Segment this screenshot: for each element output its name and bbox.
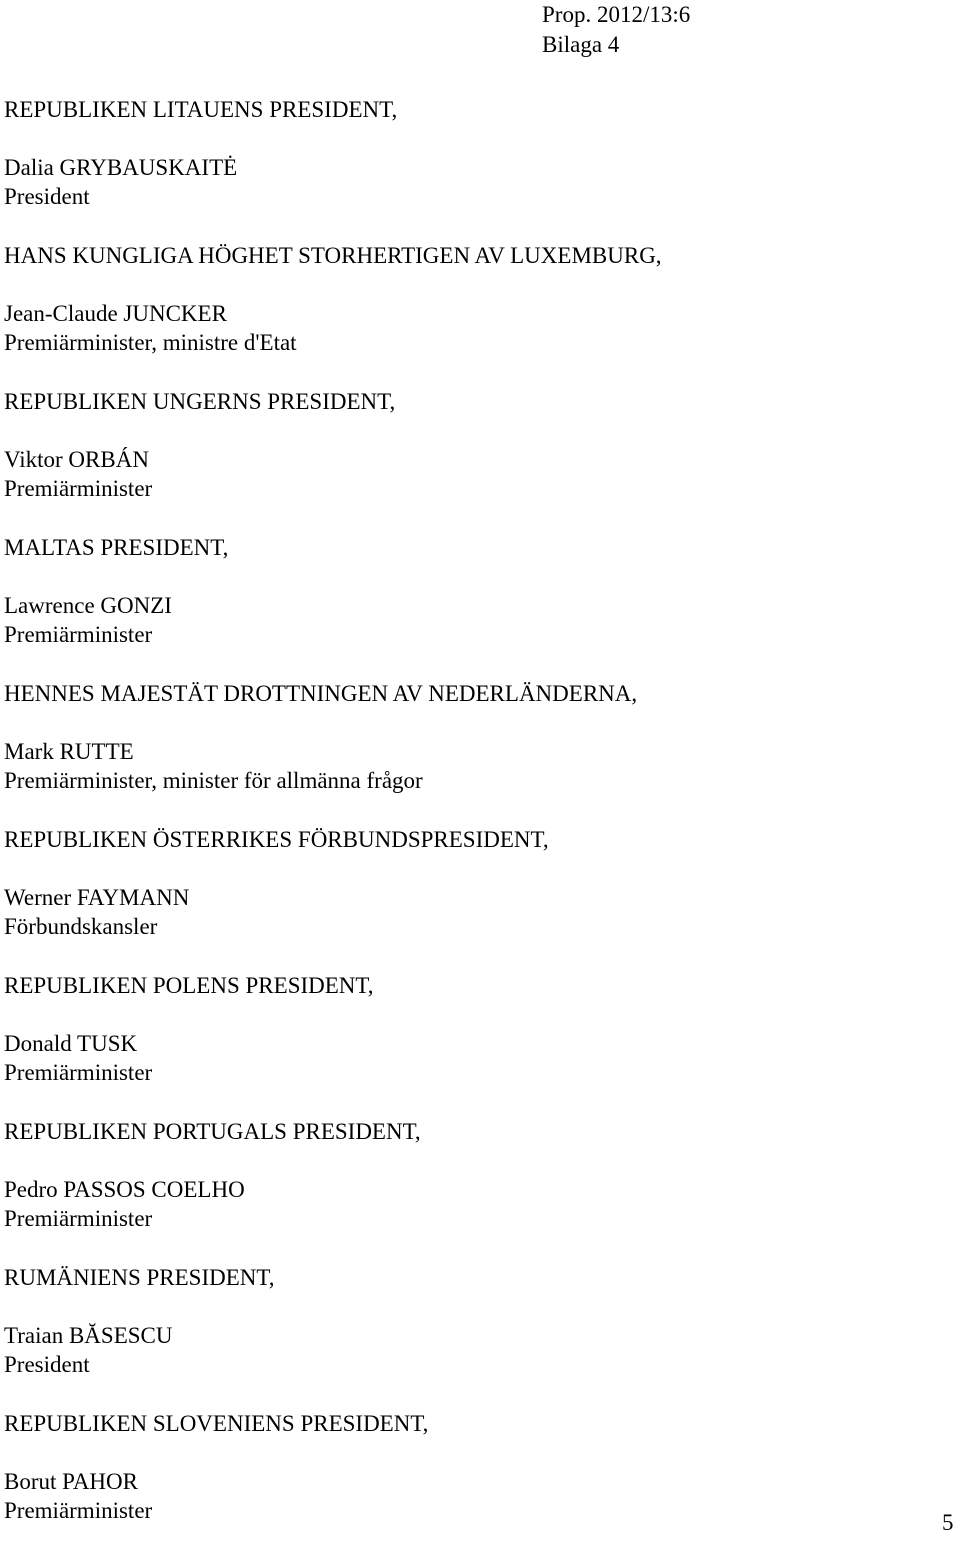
signatory-heading: REPUBLIKEN ÖSTERRIKES FÖRBUNDSPRESIDENT, — [4, 827, 549, 852]
signatory-heading: MALTAS PRESIDENT, — [4, 535, 229, 560]
signatory-name: Borut PAHOR — [4, 1469, 138, 1494]
signatory-heading: REPUBLIKEN UNGERNS PRESIDENT, — [4, 389, 396, 414]
signatory-title: Premiärminister — [4, 622, 153, 647]
page-header — [542, 0, 690, 60]
signatory-heading: REPUBLIKEN PORTUGALS PRESIDENT, — [4, 1119, 421, 1144]
signatory-name: Lawrence GONZI — [4, 593, 172, 618]
signatory-name: Traian BĂSESCU — [4, 1323, 173, 1348]
page-number: 5 — [942, 1510, 954, 1535]
signatory-entry — [4, 971, 934, 1117]
signatory-heading: REPUBLIKEN POLENS PRESIDENT, — [4, 973, 374, 998]
signatory-entry — [4, 1117, 934, 1263]
signatory-entry — [4, 387, 934, 533]
signatory-title: Premiärminister — [4, 1060, 153, 1085]
signatory-entry — [4, 533, 934, 679]
signatory-name: Viktor ORBÁN — [4, 447, 149, 472]
signatory-title: Premiärminister — [4, 476, 153, 501]
signatory-entry — [4, 95, 934, 241]
signatory-list — [4, 95, 934, 1555]
signatory-entry — [4, 1409, 934, 1555]
signatory-heading: REPUBLIKEN SLOVENIENS PRESIDENT, — [4, 1411, 429, 1436]
signatory-name: Pedro PASSOS COELHO — [4, 1177, 245, 1202]
signatory-title: Premiärminister — [4, 1498, 153, 1523]
signatory-entry — [4, 241, 934, 387]
signatory-name: Dalia GRYBAUSKAITĖ — [4, 155, 238, 180]
signatory-title: President — [4, 1352, 90, 1377]
signatory-heading: HENNES MAJESTÄT DROTTNINGEN AV NEDERLÄNDERNA, — [4, 681, 638, 706]
signatory-name: Donald TUSK — [4, 1031, 138, 1056]
document-reference: Prop. 2012/13:6 — [542, 2, 691, 27]
signatory-entry — [4, 825, 934, 971]
signatory-entry — [4, 1263, 934, 1409]
signatory-title: Premiärminister — [4, 1206, 153, 1231]
signatory-title: Premiärminister, minister för allmänna frågor — [4, 768, 423, 793]
signatory-title: President — [4, 184, 90, 209]
signatory-heading: REPUBLIKEN LITAUENS PRESIDENT, — [4, 97, 398, 122]
signatory-entry — [4, 679, 934, 825]
signatory-heading: RUMÄNIENS PRESIDENT, — [4, 1265, 275, 1290]
signatory-name: Werner FAYMANN — [4, 885, 190, 910]
signatory-name: Jean-Claude JUNCKER — [4, 301, 227, 326]
appendix-label: Bilaga 4 — [542, 32, 620, 57]
signatory-heading: HANS KUNGLIGA HÖGHET STORHERTIGEN AV LUXEMBURG, — [4, 243, 662, 268]
signatory-name: Mark RUTTE — [4, 739, 134, 764]
signatory-title: Förbundskansler — [4, 914, 158, 939]
signatory-title: Premiärminister, ministre d'Etat — [4, 330, 297, 355]
